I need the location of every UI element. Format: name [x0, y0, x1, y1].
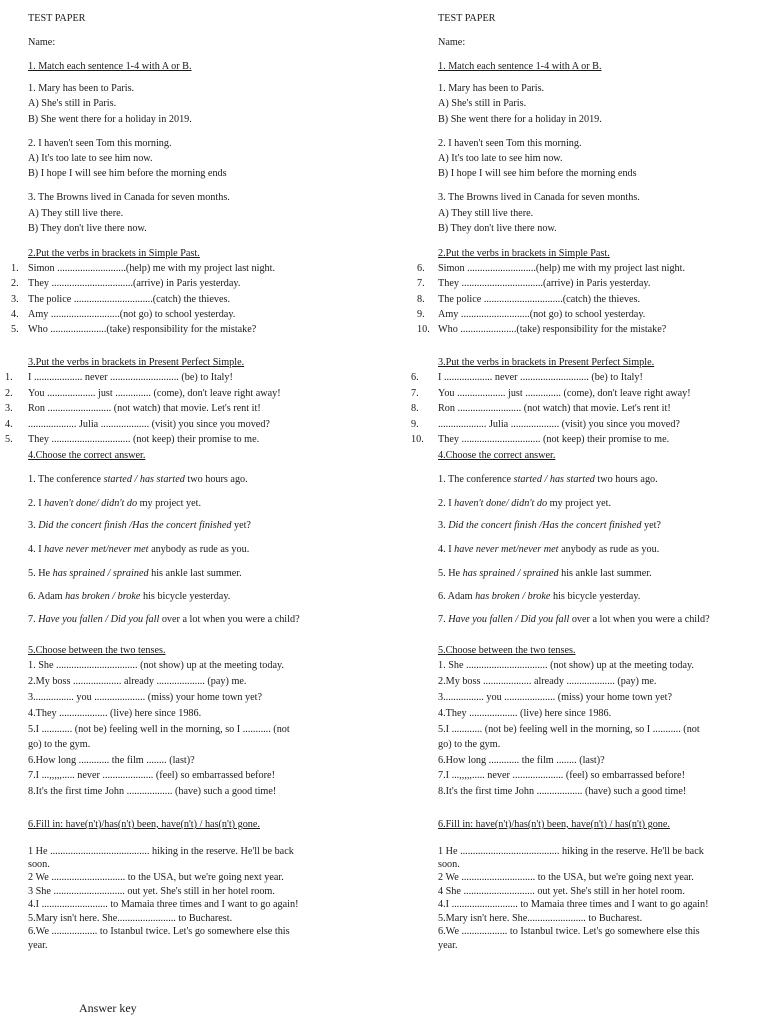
exercise-line: 2.My boss ................... already ................... (pay) me.: [28, 676, 247, 687]
match-option: A) She's still in Paris.: [28, 98, 117, 109]
exercise-line: go) to the gym.: [438, 739, 501, 750]
choice-options: Have you fallen / Did you fall: [448, 614, 570, 625]
match-sentence: 2. I haven't seen Tom this morning.: [438, 138, 582, 149]
match-sentence: 1. Mary has been to Paris.: [438, 83, 545, 94]
item-number: 10.: [411, 434, 424, 445]
choice-options: Did the concert finish /Has the concert finished: [448, 520, 642, 531]
match-sentence: 1. Mary has been to Paris.: [28, 83, 135, 94]
choice-options: has sprained / sprained: [52, 568, 149, 579]
exercise-item: Who ......................(take) responsibility for the mistake?: [28, 324, 257, 335]
choice-options: has broken / broke: [475, 591, 551, 602]
choice-item: [28, 497, 201, 510]
exercise-item: They ............................... (not keep) their promise to me.: [438, 434, 670, 445]
exercise-line: year.: [438, 940, 458, 951]
match-option: B) I hope I will see him before the morning ends: [28, 168, 227, 179]
exercise-line: 7.I ...,,,,,..... never .................... (feel) so embarrassed before!: [28, 770, 275, 781]
section-2-heading: 2.Put the verbs in brackets in Simple Past.: [28, 248, 200, 259]
exercise-line: 1 He ....................................... hiking in the reserve. He'll be back: [28, 846, 294, 857]
item-number: 1.: [11, 263, 19, 274]
choice-text: 2. I: [438, 498, 455, 509]
choice-item: [28, 590, 230, 603]
exercise-item: You ................... just .............. (come), don't leave right away!: [28, 388, 281, 399]
exercise-item: Who ......................(take) responsibility for the mistake?: [438, 324, 667, 335]
exercise-item: ................... Julia ................... (visit) you since you moved?: [438, 419, 680, 430]
choice-text: 5. He: [438, 568, 463, 579]
exercise-line: 5.I ............ (not be) feeling well in the morning, so I ........... (not: [28, 724, 290, 735]
exercise-line: 6.How long ............ the film ........ (last)?: [438, 755, 605, 766]
choice-options: has sprained / sprained: [462, 568, 559, 579]
item-number: 7.: [411, 388, 419, 399]
choice-text: two hours ago.: [184, 474, 248, 485]
exercise-line: year.: [28, 940, 48, 951]
choice-item: [438, 543, 659, 556]
exercise-item: Ron ......................... (not watch) that movie. Let's rent it!: [438, 403, 671, 414]
choice-text: 7.: [28, 614, 39, 625]
exercise-line: 6.We .................. to Istanbul twice. Let's go somewhere else this: [438, 926, 700, 937]
exercise-line: 4.They ................... (live) here since 1986.: [438, 708, 612, 719]
exercise-line: 4 She ............................ out yet. She's still in her hotel room.: [438, 886, 685, 897]
choice-options: has broken / broke: [65, 591, 141, 602]
choice-options: Did the concert finish /Has the concert finished: [38, 520, 232, 531]
item-number: 8.: [411, 403, 419, 414]
test-paper-left: [0, 0, 340, 1000]
item-number: 8.: [417, 294, 425, 305]
choice-text: yet?: [641, 520, 661, 531]
item-number: 9.: [411, 419, 419, 430]
choice-text: his bicycle yesterday.: [550, 591, 641, 602]
exercise-item: Simon ...........................(help) me with my project last night.: [28, 263, 276, 274]
exercise-line: 2 We ............................. to the USA, but we're going next year.: [438, 872, 694, 883]
choice-item: [28, 473, 248, 486]
match-option: A) They still live there.: [28, 208, 124, 219]
choice-options: haven't done/ didn't do: [454, 498, 548, 509]
choice-text: anybody as rude as you.: [148, 544, 250, 555]
choice-item: [28, 613, 300, 626]
choice-options: Have you fallen / Did you fall: [38, 614, 160, 625]
section-5-heading: 5.Choose between the two tenses.: [438, 645, 576, 656]
item-number: 7.: [417, 278, 425, 289]
item-number: 10.: [417, 324, 430, 335]
choice-text: over a lot when you were a child?: [159, 614, 300, 625]
choice-item: [438, 567, 652, 580]
match-option: B) They don't live there now.: [438, 223, 557, 234]
item-number: 4.: [11, 309, 19, 320]
exercise-item: Simon ...........................(help) me with my project last night.: [438, 263, 686, 274]
choice-options: have never met/never met: [454, 544, 559, 555]
section-6-heading: 6.Fill in: have(n't)/has(n't) been, have(n't) / has(n't) gone.: [438, 819, 670, 830]
choice-item: [438, 519, 661, 532]
item-number: 1.: [5, 372, 13, 383]
choice-text: two hours ago.: [594, 474, 658, 485]
choice-text: 6. Adam: [28, 591, 66, 602]
exercise-line: 5.Mary isn't here. She....................... to Bucharest.: [438, 913, 643, 924]
exercise-line: 8.It's the first time John .................. (have) such a good time!: [438, 786, 687, 797]
choice-text: 1. The conference: [438, 474, 514, 485]
choice-text: over a lot when you were a child?: [569, 614, 710, 625]
section-1-heading: 1. Match each sentence 1-4 with A or B.: [438, 61, 602, 72]
match-option: B) She went there for a holiday in 2019.: [28, 114, 192, 125]
choice-text: anybody as rude as you.: [558, 544, 660, 555]
match-option: A) She's still in Paris.: [438, 98, 527, 109]
choice-text: my project yet.: [137, 498, 201, 509]
choice-text: 4. I: [438, 544, 455, 555]
name-field-label: Name:: [28, 37, 56, 48]
section-4-heading: 4.Choose the correct answer.: [438, 450, 556, 461]
match-option: B) She went there for a holiday in 2019.: [438, 114, 602, 125]
exercise-line: soon.: [438, 859, 460, 870]
page-title: TEST PAPER: [28, 13, 86, 24]
choice-text: 5. He: [28, 568, 53, 579]
choice-text: 7.: [438, 614, 449, 625]
section-3-heading: 3.Put the verbs in brackets in Present Perfect Simple.: [438, 357, 655, 368]
item-number: 2.: [5, 388, 13, 399]
item-number: 3.: [11, 294, 19, 305]
exercise-line: 8.It's the first time John .................. (have) such a good time!: [28, 786, 277, 797]
choice-text: yet?: [231, 520, 251, 531]
exercise-line: 3................ you .................... (miss) your home town yet?: [28, 692, 263, 703]
choice-item: [28, 543, 249, 556]
exercise-item: They ................................(arrive) in Paris yesterday.: [438, 278, 651, 289]
exercise-item: ................... Julia ................... (visit) you since you moved?: [28, 419, 270, 430]
section-6-heading: 6.Fill in: have(n't)/has(n't) been, have(n't) / has(n't) gone.: [28, 819, 260, 830]
choice-text: 4. I: [28, 544, 45, 555]
match-sentence: 3. The Browns lived in Canada for seven months.: [28, 192, 230, 203]
exercise-line: 2.My boss ................... already ................... (pay) me.: [438, 676, 657, 687]
section-4-heading: 4.Choose the correct answer.: [28, 450, 146, 461]
exercise-line: 7.I ...,,,,,..... never .................... (feel) so embarrassed before!: [438, 770, 685, 781]
test-paper-right: [410, 0, 750, 1000]
name-field-label: Name:: [438, 37, 466, 48]
match-sentence: 2. I haven't seen Tom this morning.: [28, 138, 172, 149]
exercise-line: 5.Mary isn't here. She....................... to Bucharest.: [28, 913, 233, 924]
item-number: 6.: [411, 372, 419, 383]
match-option: B) I hope I will see him before the morning ends: [438, 168, 637, 179]
exercise-line: 3 She ............................ out yet. She's still in her hotel room.: [28, 886, 275, 897]
exercise-line: 1. She ................................ (not show) up at the meeting today.: [438, 660, 694, 671]
choice-options: started / has started: [103, 474, 185, 485]
match-option: A) It's too late to see him now.: [28, 153, 153, 164]
choice-text: 1. The conference: [28, 474, 104, 485]
choice-text: my project yet.: [547, 498, 611, 509]
exercise-item: I ................... never ........................... (be) to Italy!: [438, 372, 643, 383]
item-number: 3.: [5, 403, 13, 414]
item-number: 5.: [5, 434, 13, 445]
choice-item: [438, 473, 658, 486]
match-option: A) They still live there.: [438, 208, 534, 219]
match-option: B) They don't live there now.: [28, 223, 147, 234]
choice-options: have never met/never met: [44, 544, 149, 555]
choice-text: 3.: [28, 520, 39, 531]
exercise-line: 2 We ............................. to the USA, but we're going next year.: [28, 872, 284, 883]
match-option: A) It's too late to see him now.: [438, 153, 563, 164]
item-number: 6.: [417, 263, 425, 274]
item-number: 9.: [417, 309, 425, 320]
answer-key-label: Answer key: [79, 1001, 137, 1015]
exercise-line: 4.I .......................... to Mamaia three times and I want to go again!: [438, 899, 709, 910]
page-title: TEST PAPER: [438, 13, 496, 24]
exercise-item: I ................... never ........................... (be) to Italy!: [28, 372, 233, 383]
item-number: 2.: [11, 278, 19, 289]
choice-text: 2. I: [28, 498, 45, 509]
section-1-heading: 1. Match each sentence 1-4 with A or B.: [28, 61, 192, 72]
exercise-line: 4.I .......................... to Mamaia three times and I want to go again!: [28, 899, 299, 910]
choice-item: [438, 497, 611, 510]
exercise-line: 6.How long ............ the film ........ (last)?: [28, 755, 195, 766]
choice-text: 3.: [438, 520, 449, 531]
exercise-item: They ............................... (not keep) their promise to me.: [28, 434, 260, 445]
exercise-item: Amy ...........................(not go) to school yesterday.: [438, 309, 646, 320]
exercise-item: You ................... just .............. (come), don't leave right away!: [438, 388, 691, 399]
exercise-item: Ron ......................... (not watch) that movie. Let's rent it!: [28, 403, 261, 414]
exercise-item: The police ...............................(catch) the thieves.: [28, 294, 230, 305]
item-number: 4.: [5, 419, 13, 430]
choice-item: [28, 519, 251, 532]
choice-item: [438, 613, 710, 626]
choice-text: his bicycle yesterday.: [140, 591, 231, 602]
exercise-line: 5.I ............ (not be) feeling well in the morning, so I ........... (not: [438, 724, 700, 735]
choice-item: [438, 590, 640, 603]
section-2-heading: 2.Put the verbs in brackets in Simple Past.: [438, 248, 610, 259]
exercise-line: soon.: [28, 859, 50, 870]
choice-item: [28, 567, 242, 580]
choice-text: his ankle last summer.: [558, 568, 652, 579]
exercise-line: 1. She ................................ (not show) up at the meeting today.: [28, 660, 284, 671]
exercise-item: Amy ...........................(not go) to school yesterday.: [28, 309, 236, 320]
choice-options: haven't done/ didn't do: [44, 498, 138, 509]
choice-text: his ankle last summer.: [148, 568, 242, 579]
item-number: 5.: [11, 324, 19, 335]
exercise-line: 4.They ................... (live) here since 1986.: [28, 708, 202, 719]
section-5-heading: 5.Choose between the two tenses.: [28, 645, 166, 656]
choice-options: started / has started: [513, 474, 595, 485]
exercise-line: go) to the gym.: [28, 739, 91, 750]
choice-text: 6. Adam: [438, 591, 476, 602]
exercise-item: The police ...............................(catch) the thieves.: [438, 294, 640, 305]
section-3-heading: 3.Put the verbs in brackets in Present Perfect Simple.: [28, 357, 245, 368]
exercise-item: They ................................(arrive) in Paris yesterday.: [28, 278, 241, 289]
exercise-line: 1 He ....................................... hiking in the reserve. He'll be back: [438, 846, 704, 857]
match-sentence: 3. The Browns lived in Canada for seven months.: [438, 192, 640, 203]
exercise-line: 3................ you .................... (miss) your home town yet?: [438, 692, 673, 703]
exercise-line: 6.We .................. to Istanbul twice. Let's go somewhere else this: [28, 926, 290, 937]
